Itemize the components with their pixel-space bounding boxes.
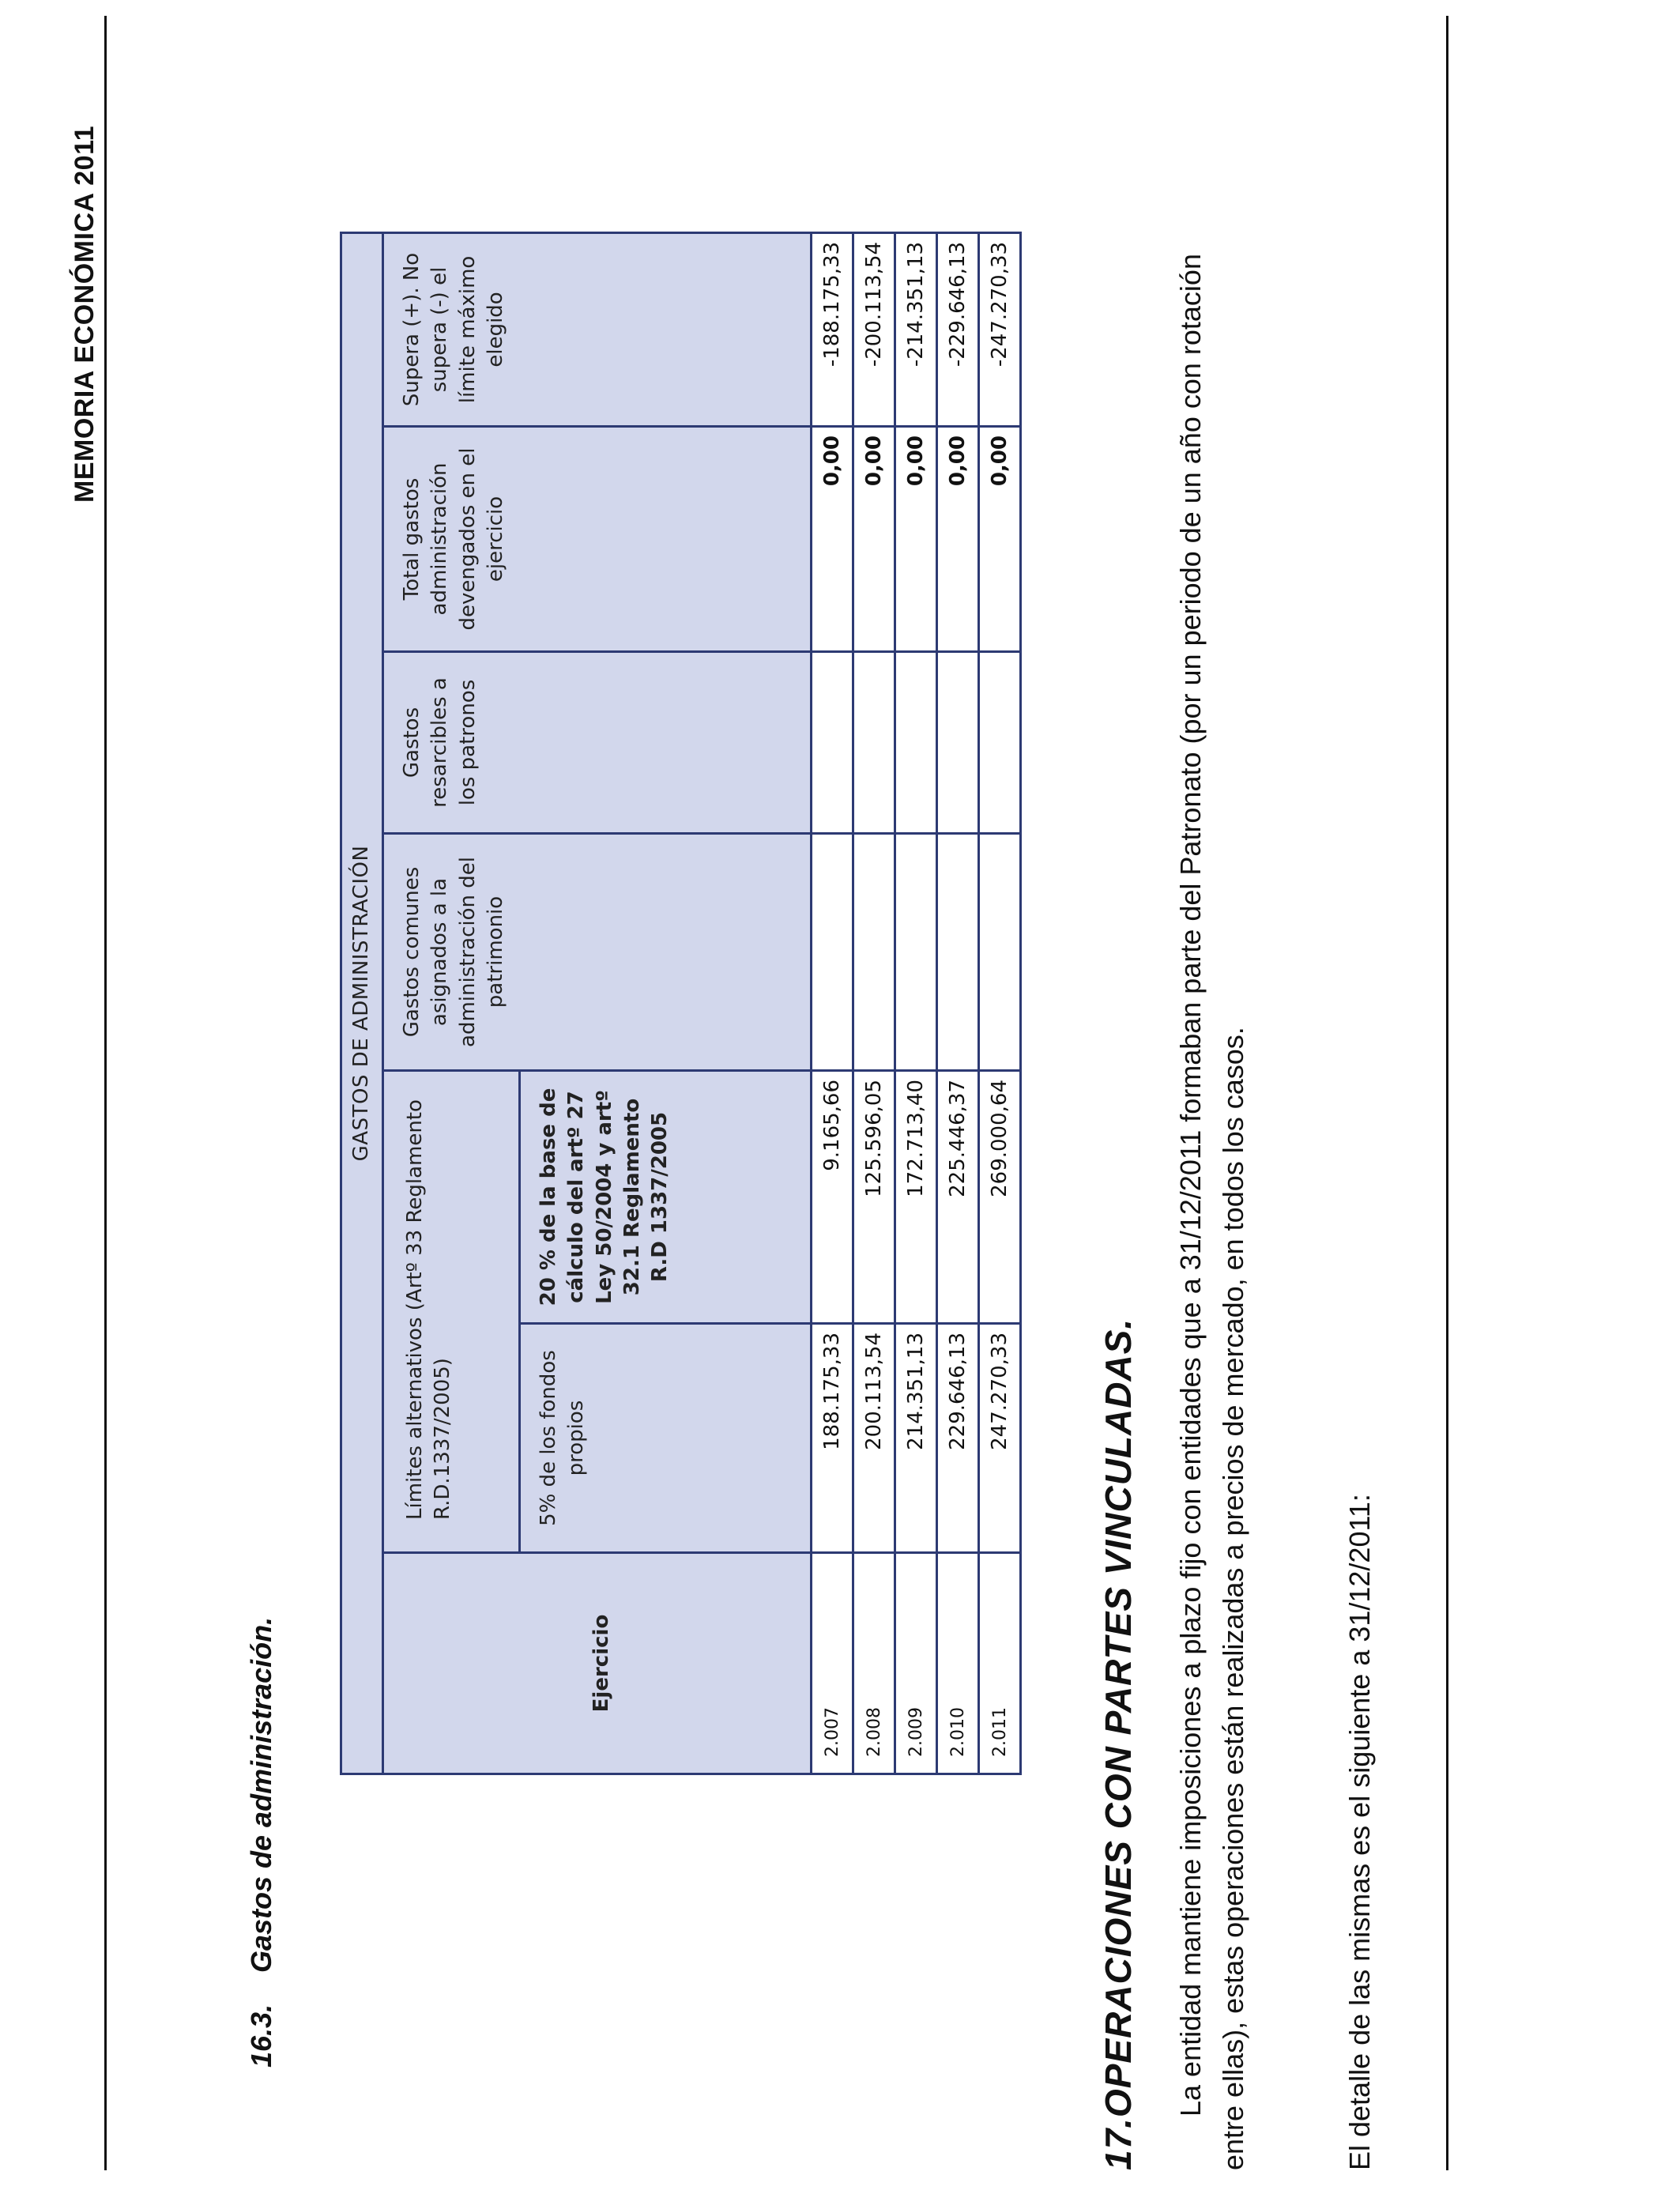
col-header-resarcibles: Gastos resarcibles a los patronos — [383, 652, 812, 834]
cell-year: 2.007 — [812, 1553, 853, 1774]
cell-year: 2.011 — [979, 1553, 1021, 1774]
col-header-20pct: 20 % de la base de cálculo del artº 27 Ley 50/2004 y artº 32.1 Reglamento R.D 1337/2005 — [520, 1071, 812, 1324]
table-row — [937, 232, 979, 1774]
table-title: GASTOS DE ADMINISTRACIÓN — [341, 232, 383, 1774]
cell-supera: -200.113,54 — [853, 232, 895, 426]
cell-total: 0,00 — [812, 427, 853, 652]
cell-20pct: 125.596,05 — [853, 1071, 895, 1324]
table-row — [895, 232, 937, 1774]
admin-expenses-table — [340, 232, 1022, 1775]
col-header-total: Total gastos administración devengados en el ejercicio — [383, 427, 812, 652]
cell-comunes — [812, 834, 853, 1071]
cell-resarcibles — [979, 652, 1021, 834]
header-rule — [104, 16, 107, 2170]
cell-year: 2.009 — [895, 1553, 937, 1774]
cell-supera: -247.270,33 — [979, 232, 1021, 426]
cell-total: 0,00 — [937, 427, 979, 652]
cell-20pct: 172.713,40 — [895, 1071, 937, 1324]
col-header-limits: Límites alternativos (Artº 33 Reglamento R.D.1337/2005) — [383, 1071, 520, 1553]
cell-year: 2.008 — [853, 1553, 895, 1774]
cell-total: 0,00 — [979, 427, 1021, 652]
col-header-supera: Supera (+). No supera (-) el límite máximo elegido — [383, 232, 812, 426]
cell-5pct: 229.646,13 — [937, 1324, 979, 1553]
document-header: MEMORIA ECONÓMICA 2011 — [70, 125, 100, 503]
cell-20pct: 9.165,66 — [812, 1071, 853, 1324]
cell-supera: -229.646,13 — [937, 232, 979, 426]
cell-comunes — [979, 834, 1021, 1071]
section-number: 16.3. — [245, 2004, 277, 2068]
cell-supera: -188.175,33 — [812, 232, 853, 426]
section-17-paragraph: La entidad mantiene imposiciones a plazo fijo con entidades que a 31/12/2011 formaban parte del Patronato (por un periodo de un año con rotación entre ellas), estas operaciones están realizadas a precios de mercado, en todos los casos. — [1174, 254, 1249, 2170]
cell-5pct: 247.270,33 — [979, 1324, 1021, 1553]
col-header-year: Ejercicio — [383, 1553, 812, 1774]
footer-rule — [1446, 16, 1448, 2170]
cell-resarcibles — [812, 652, 853, 834]
cell-resarcibles — [895, 652, 937, 834]
section-17-title: 17.OPERACIONES CON PARTES VINCULADAS. — [1098, 1318, 1139, 2170]
cell-supera: -214.351,13 — [895, 232, 937, 426]
cell-comunes — [895, 834, 937, 1071]
cell-5pct: 200.113,54 — [853, 1324, 895, 1553]
cell-comunes — [853, 834, 895, 1071]
cell-20pct: 225.446,37 — [937, 1071, 979, 1324]
section-17-detail: El detalle de las mismas es el siguiente a 31/12/2011: — [1343, 1494, 1376, 2170]
cell-20pct: 269.000,64 — [979, 1071, 1021, 1324]
table-row — [979, 232, 1021, 1774]
col-header-comunes: Gastos comunes asignados a la administración del patrimonio — [383, 834, 812, 1071]
cell-5pct: 188.175,33 — [812, 1324, 853, 1553]
table-row — [853, 232, 895, 1774]
cell-total: 0,00 — [853, 427, 895, 652]
cell-comunes — [937, 834, 979, 1071]
cell-5pct: 214.351,13 — [895, 1324, 937, 1553]
cell-resarcibles — [937, 652, 979, 834]
cell-total: 0,00 — [895, 427, 937, 652]
section-title: Gastos de administración. — [245, 1616, 277, 1973]
cell-year: 2.010 — [937, 1553, 979, 1774]
col-header-5pct: 5% de los fondos propios — [520, 1324, 812, 1553]
table-row — [812, 232, 853, 1774]
cell-resarcibles — [853, 652, 895, 834]
